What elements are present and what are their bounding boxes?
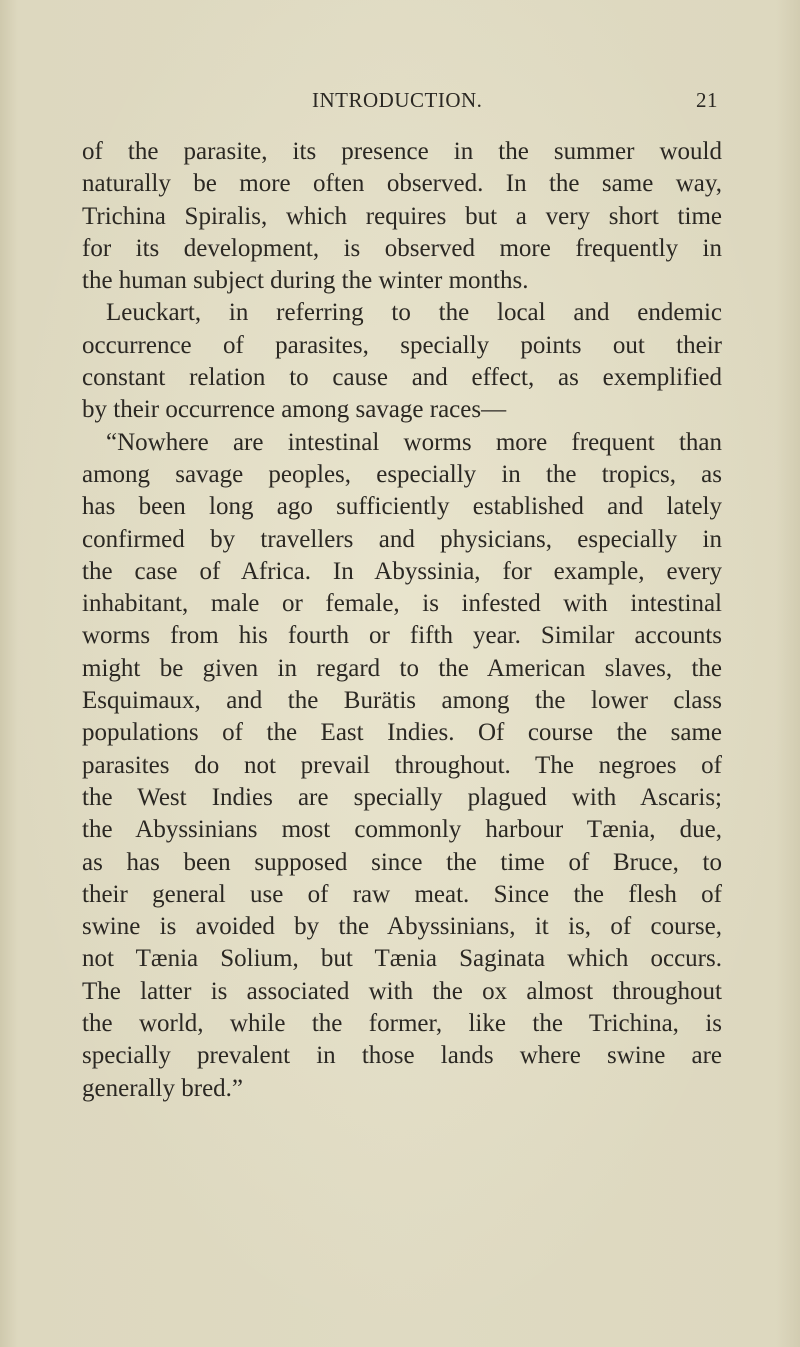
text-line: among savage peoples, especially in the tropics, as [82, 460, 722, 488]
text-line: Leuckart, in referring to the local and endemic [106, 299, 722, 327]
text-line: swine is avoided by the Abyssinians, it is, of course, [82, 913, 722, 941]
text-line: generally bred.” [82, 1074, 244, 1102]
text-line: “Nowhere are intestinal worms more frequent than [106, 428, 722, 456]
text-line: not Tænia Solium, but Tænia Saginata which occurs. [82, 945, 722, 973]
text-line: confirmed by travellers and physicians, especially in [82, 525, 722, 553]
text-line: populations of the East Indies. Of course the same [82, 719, 722, 747]
text-line: worms from his fourth or fifth year. Similar accounts [82, 622, 722, 650]
body-text [82, 136, 722, 1105]
text-line: the Abyssinians most commonly harbour Tænia, due, [82, 816, 722, 844]
text-line: parasites do not prevail throughout. The negroes of [82, 751, 722, 779]
text-line: Trichina Spiralis, which requires but a very short time [82, 202, 722, 230]
text-line: inhabitant, male or female, is infested with intestinal [82, 590, 722, 618]
text-line: constant relation to cause and effect, as exemplified [82, 364, 722, 392]
text-line: naturally be more often observed. In the same way, [82, 170, 722, 198]
text-line: by their occurrence among savage races— [82, 396, 507, 424]
text-line: their general use of raw meat. Since the flesh of [82, 880, 722, 908]
chapter-title: INTRODUCTION. [312, 88, 483, 112]
running-head [310, 88, 718, 118]
text-line: has been long ago sufficiently established and lately [82, 493, 722, 521]
text-line: as has been supposed since the time of Bruce, to [82, 848, 722, 876]
text-line: the world, while the former, like the Trichina, is [82, 1010, 722, 1038]
text-line: the West Indies are specially plagued with Ascaris; [82, 783, 722, 811]
page-number: 21 [696, 88, 718, 112]
text-line: of the parasite, its presence in the summer would [82, 138, 722, 165]
text-line: might be given in regard to the American slaves, the [82, 654, 722, 682]
text-line: the case of Africa. In Abyssinia, for example, every [82, 557, 722, 585]
text-line: the human subject during the winter months. [82, 267, 529, 295]
text-line: for its development, is observed more frequently in [82, 234, 722, 262]
text-line: specially prevalent in those lands where swine are [82, 1042, 722, 1070]
text-line: occurrence of parasites, specially points out their [82, 331, 722, 359]
text-line: The latter is associated with the ox almost throughout [82, 977, 722, 1005]
text-line: Esquimaux, and the Burätis among the lower class [82, 687, 722, 715]
